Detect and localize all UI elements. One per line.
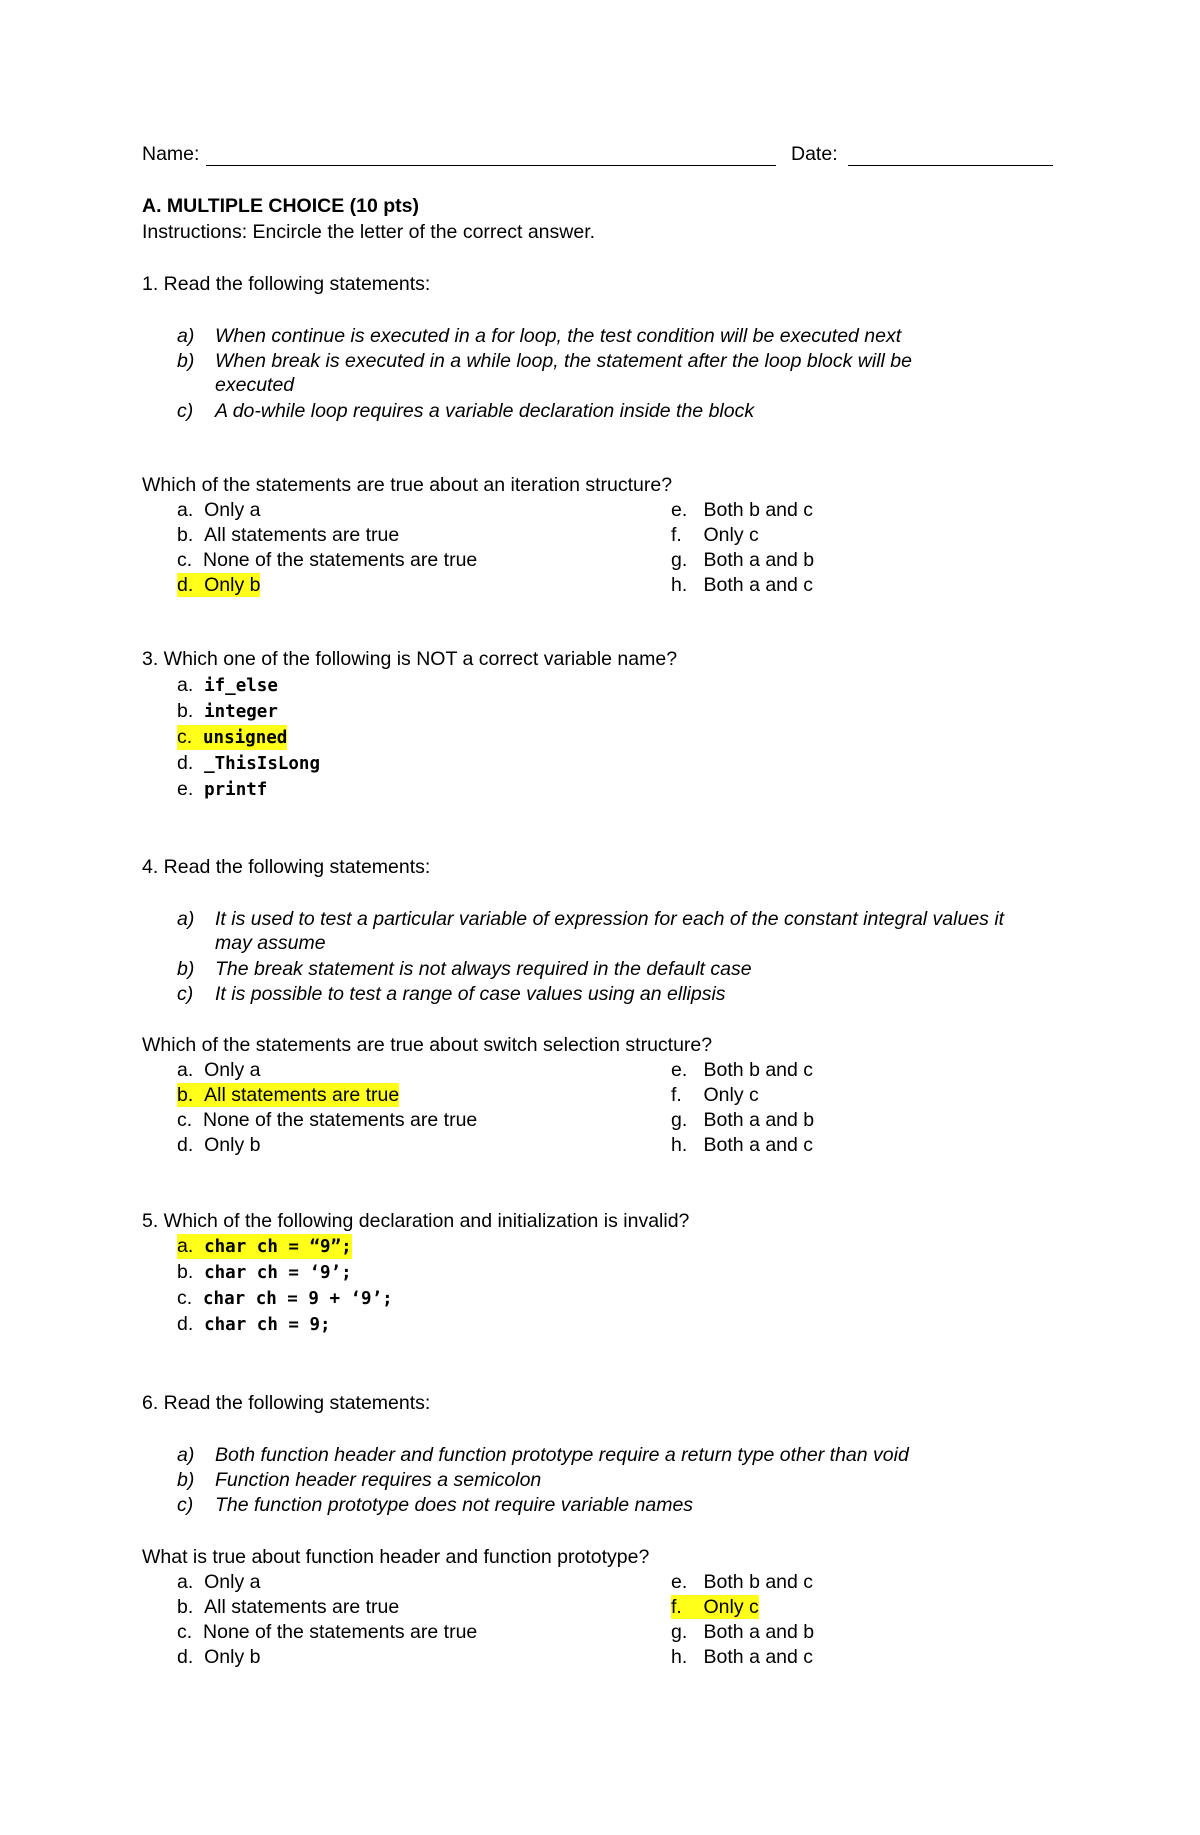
q5-prompt: 5. Which of the following declaration and initialization is invalid? — [142, 1210, 690, 1232]
q1-option-e[interactable] — [671, 498, 813, 522]
option-letter: d. — [177, 1646, 194, 1668]
option-letter: h. — [671, 1646, 688, 1668]
option-text: char ch = 9 + ‘9’; — [203, 1289, 393, 1309]
option-letter: g. — [671, 1621, 688, 1643]
option-text: Only a — [204, 1059, 261, 1081]
option-text: integer — [204, 702, 278, 722]
option-text: Only a — [204, 1571, 261, 1593]
option-letter: c. — [177, 1621, 193, 1643]
q6-option-h[interactable] — [671, 1645, 813, 1669]
option-letter: b. — [177, 524, 194, 546]
option-text: Only b — [204, 574, 261, 596]
option-text: Only b — [204, 1134, 261, 1156]
q5-option-c[interactable] — [177, 1286, 393, 1311]
option-text: Both b and c — [703, 1571, 814, 1593]
option-text: Both b and c — [703, 1059, 814, 1081]
statement-letter: a) — [177, 908, 195, 930]
q4-question: Which of the statements are true about switch selection structure? — [142, 1034, 713, 1056]
option-letter: b. — [177, 1261, 194, 1283]
option-letter: h. — [671, 1134, 688, 1156]
q4-option-e[interactable] — [671, 1058, 813, 1082]
option-text: All statements are true — [204, 1084, 400, 1106]
option-letter: b. — [177, 1596, 194, 1618]
option-text: None of the statements are true — [203, 1109, 478, 1131]
q3-option-c[interactable] — [177, 725, 287, 750]
option-letter: e. — [177, 778, 194, 800]
instructions: Instructions: Encircle the letter of the correct answer. — [142, 221, 596, 243]
statement-text: When break is executed in a while loop, the statement after the loop block will be executed — [215, 350, 912, 396]
option-letter: c. — [177, 1109, 193, 1131]
statement-letter: b) — [177, 958, 195, 980]
name-blank-line[interactable] — [206, 165, 776, 166]
q3-option-e[interactable] — [177, 777, 267, 802]
option-letter: g. — [671, 549, 688, 571]
q6-option-e[interactable] — [671, 1570, 813, 1594]
q1-prompt: 1. Read the following statements: — [142, 273, 431, 295]
option-text: if_else — [204, 676, 278, 696]
q1-option-a[interactable] — [177, 498, 260, 522]
option-letter: e. — [671, 1059, 688, 1081]
q5-option-d[interactable] — [177, 1312, 331, 1337]
q3-option-d[interactable] — [177, 751, 320, 776]
option-text: char ch = ‘9’; — [204, 1263, 352, 1283]
option-letter: c. — [177, 1287, 193, 1309]
q1-option-b[interactable] — [177, 523, 399, 547]
option-text: All statements are true — [204, 1596, 400, 1618]
option-letter: c. — [177, 549, 193, 571]
statement-text: Both function header and function prototype require a return type other than void — [215, 1444, 909, 1466]
option-text: Only a — [204, 499, 261, 521]
option-text: _ThisIsLong — [204, 754, 321, 774]
option-letter: g. — [671, 1109, 688, 1131]
statement-letter: b) — [177, 350, 195, 372]
option-text: All statements are true — [204, 524, 400, 546]
q4-option-f[interactable] — [671, 1083, 759, 1107]
statement-letter: c) — [177, 400, 194, 422]
q4-option-b[interactable] — [177, 1083, 399, 1107]
statement-text: The function prototype does not require variable names — [215, 1494, 694, 1516]
statement-text: When continue is executed in a for loop, the test condition will be executed next — [215, 325, 902, 347]
q6-option-g[interactable] — [671, 1620, 814, 1644]
q4-option-g[interactable] — [671, 1108, 814, 1132]
q1-question: Which of the statements are true about an iteration structure? — [142, 474, 673, 496]
statement-text: Function header requires a semicolon — [215, 1469, 542, 1491]
option-letter: b. — [177, 1084, 194, 1106]
option-letter: d. — [177, 1134, 194, 1156]
option-text: Only c — [703, 524, 759, 546]
option-letter: d. — [177, 1313, 194, 1335]
option-letter: d. — [177, 574, 194, 596]
date-blank-line[interactable] — [848, 165, 1053, 166]
option-text: printf — [204, 780, 268, 800]
option-letter: a. — [177, 499, 194, 521]
statement-letter: a) — [177, 1444, 195, 1466]
q3-prompt: 3. Which one of the following is NOT a correct variable name? — [142, 648, 678, 670]
q6-question: What is true about function header and function prototype? — [142, 1546, 650, 1568]
option-letter: f. — [671, 1596, 682, 1618]
option-text: Both a and c — [703, 1134, 814, 1156]
option-text: Only b — [204, 1646, 261, 1668]
q4-option-c[interactable] — [177, 1108, 477, 1132]
option-text: unsigned — [203, 728, 288, 748]
q3-option-b[interactable] — [177, 699, 278, 724]
statement-text: It is possible to test a range of case values using an ellipsis — [215, 983, 726, 1005]
q6-option-c[interactable] — [177, 1620, 477, 1644]
q6-option-f[interactable] — [671, 1595, 759, 1619]
option-letter: c. — [177, 726, 193, 748]
q4-option-a[interactable] — [177, 1058, 260, 1082]
statement-text: A do-while loop requires a variable declaration inside the block — [215, 400, 755, 422]
option-letter: d. — [177, 752, 194, 774]
option-letter: a. — [177, 1571, 194, 1593]
option-text: char ch = “9”; — [204, 1237, 352, 1257]
statement-text: The break statement is not always required in the default case — [215, 958, 752, 980]
option-text: char ch = 9; — [204, 1315, 331, 1335]
statement-letter: c) — [177, 983, 194, 1005]
q6-option-d[interactable] — [177, 1645, 260, 1669]
date-label: Date: — [791, 143, 838, 165]
statement-letter: b) — [177, 1469, 195, 1491]
statement-letter: c) — [177, 1494, 194, 1516]
q1-option-h[interactable] — [671, 573, 813, 597]
q6-option-a[interactable] — [177, 1570, 260, 1594]
option-letter: a. — [177, 1059, 194, 1081]
q1-option-f[interactable] — [671, 523, 759, 547]
option-letter: f. — [671, 524, 682, 546]
option-text: Only c — [703, 1596, 759, 1618]
q6-option-b[interactable] — [177, 1595, 399, 1619]
section-title: A. MULTIPLE CHOICE (10 pts) — [142, 195, 419, 217]
q5-option-b[interactable] — [177, 1260, 352, 1285]
option-text: Both a and c — [703, 574, 814, 596]
q1-option-c[interactable] — [177, 548, 477, 572]
option-text: Both a and c — [703, 1646, 814, 1668]
option-letter: f. — [671, 1084, 682, 1106]
q6-prompt: 6. Read the following statements: — [142, 1392, 431, 1414]
option-text: Both b and c — [703, 499, 814, 521]
q1-option-d[interactable] — [177, 573, 260, 597]
option-text: Both a and b — [703, 549, 815, 571]
q5-option-a[interactable] — [177, 1234, 352, 1259]
q1-option-g[interactable] — [671, 548, 814, 572]
q4-option-h[interactable] — [671, 1133, 813, 1157]
option-letter: b. — [177, 700, 194, 722]
option-text: None of the statements are true — [203, 1621, 478, 1643]
option-text: Both a and b — [703, 1621, 815, 1643]
option-text: None of the statements are true — [203, 549, 478, 571]
option-text: Both a and b — [703, 1109, 815, 1131]
option-letter: h. — [671, 574, 688, 596]
q4-prompt: 4. Read the following statements: — [142, 856, 431, 878]
option-text: Only c — [703, 1084, 759, 1106]
option-letter: e. — [671, 1571, 688, 1593]
option-letter: a. — [177, 1235, 194, 1257]
option-letter: a. — [177, 674, 194, 696]
statement-text: It is used to test a particular variable of expression for each of the constant integral values it may assume — [215, 908, 1005, 954]
option-letter: e. — [671, 499, 688, 521]
q4-option-d[interactable] — [177, 1133, 260, 1157]
q3-option-a[interactable] — [177, 673, 278, 698]
statement-letter: a) — [177, 325, 195, 347]
name-label: Name: — [142, 143, 200, 165]
